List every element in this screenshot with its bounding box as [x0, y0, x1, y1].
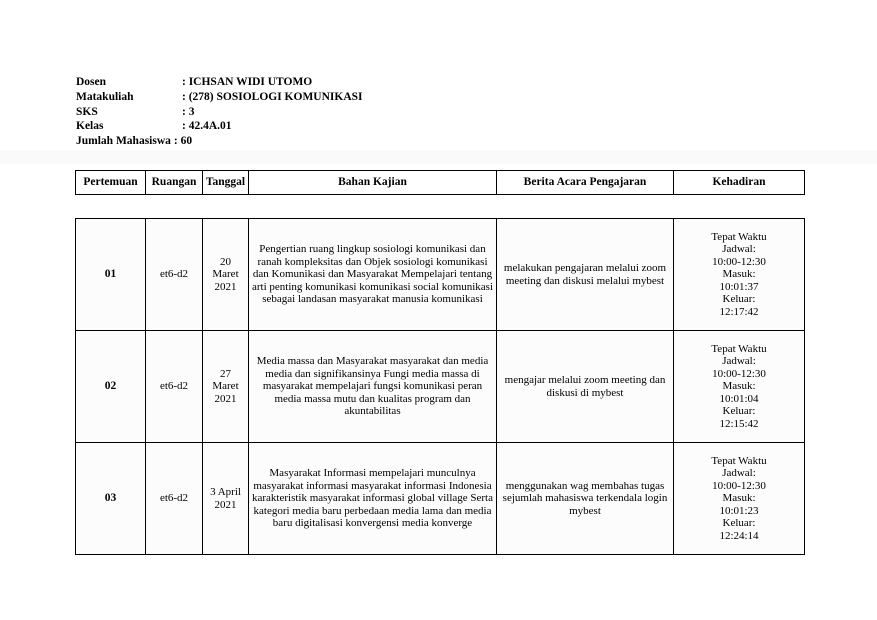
jadwal-label: Jadwal:	[722, 355, 756, 368]
tanggal-day: 27	[220, 367, 231, 380]
matakuliah-value: : (278) SOSIOLOGI KOMUNIKASI	[182, 90, 363, 103]
table-row	[76, 443, 805, 555]
jumlah-label: Jumlah Mahasiswa	[76, 135, 171, 148]
keluar-value: 12:24:14	[719, 529, 759, 542]
jadwal-value: 10:00-12:30	[712, 255, 766, 268]
bahan-kajian-cell: Pengertian ruang lingkup sosiologi komunikasi dan ranah kompleksitas dan Objek sosiologi komunikasi dan Komunikasi dan Masyarakat Mempelajari tentang arti penting komunikasi komunikasi social komunikasi sebagai landasan masyarakat manusia komunikasi	[249, 219, 497, 331]
berita-acara-cell: melakukan pengajaran melalui zoom meeting dan diskusi melalui mybest	[497, 219, 674, 331]
tanggal-month: Maret	[212, 268, 239, 281]
tanggal-year: 2021	[214, 498, 237, 511]
sks-value: : 3	[182, 105, 195, 118]
jadwal-value: 10:00-12:30	[712, 479, 766, 492]
tanggal-year: 2021	[214, 392, 237, 405]
tanggal-cell	[203, 331, 249, 443]
ruangan-cell: et6-d2	[146, 219, 203, 331]
col-tanggal: Tanggal	[203, 171, 249, 195]
col-ruangan: Ruangan	[146, 171, 203, 195]
col-bahan-kajian: Bahan Kajian	[249, 171, 497, 195]
info-row-dosen	[76, 75, 363, 90]
tanggal-year: 2021	[214, 280, 237, 293]
info-row-matakuliah	[76, 90, 363, 105]
kehadiran-cell	[674, 443, 805, 555]
berita-acara-cell: mengajar melalui zoom meeting dan diskusi di mybest	[497, 331, 674, 443]
kelas-label: Kelas	[76, 120, 104, 133]
tanggal-day: 20	[220, 255, 231, 268]
tanggal-day-month: 3 April	[210, 486, 241, 499]
pertemuan-cell: 01	[76, 219, 146, 331]
jadwal-value: 10:00-12:30	[712, 367, 766, 380]
kehadiran-status: Tepat Waktu	[711, 231, 767, 244]
dosen-value: : ICHSAN WIDI UTOMO	[182, 76, 313, 88]
jadwal-label: Jadwal:	[722, 467, 756, 480]
kehadiran-status: Tepat Waktu	[711, 455, 767, 468]
matakuliah-label: Matakuliah	[76, 90, 134, 103]
masuk-label: Masuk:	[722, 380, 756, 393]
kehadiran-status: Tepat Waktu	[711, 343, 767, 356]
col-berita-acara: Berita Acara Pengajaran	[497, 171, 674, 195]
tanggal-cell	[203, 443, 249, 555]
keluar-label: Keluar:	[722, 293, 756, 306]
jumlah-value: : 60	[173, 135, 193, 148]
col-pertemuan: Pertemuan	[76, 171, 146, 195]
masuk-value: 10:01:04	[719, 392, 759, 405]
pertemuan-cell: 02	[76, 331, 146, 443]
kehadiran-cell	[674, 331, 805, 443]
meetings-table	[75, 170, 805, 555]
info-row-jumlah	[76, 134, 363, 149]
tanggal-cell	[203, 219, 249, 331]
course-info	[76, 75, 363, 149]
masuk-value: 10:01:23	[719, 504, 759, 517]
header-band	[0, 150, 877, 164]
bahan-kajian-cell: Masyarakat Informasi mempelajari munculnya masyarakat informasi masyarakat informasi Indonesia karakteristik masyarakat informasi global village Serta kategori media baru perbedaan media lama dan media baru digitalisasi konvergensi media konverge	[249, 443, 497, 555]
table-header-row	[76, 171, 805, 195]
jadwal-label: Jadwal:	[722, 243, 756, 256]
ruangan-cell: et6-d2	[146, 443, 203, 555]
kelas-value: : 42.4A.01	[182, 120, 232, 133]
table-row	[76, 331, 805, 443]
berita-acara-cell: menggunakan wag membahas tugas sejumlah mahasiswa terkendala login mybest	[497, 443, 674, 555]
masuk-value: 10:01:37	[719, 280, 759, 293]
keluar-value: 12:15:42	[719, 417, 759, 430]
masuk-label: Masuk:	[722, 268, 756, 281]
kehadiran-cell	[674, 219, 805, 331]
keluar-value: 12:17:42	[719, 305, 759, 318]
info-row-sks	[76, 105, 363, 120]
bahan-kajian-cell: Media massa dan Masyarakat masyarakat dan media media dan signifikansinya Fungi media massa di masyarakat mempelajari fungsi komunikasi peran media massa mutu dan kualitas program dan akuntabilitas	[249, 331, 497, 443]
info-row-kelas	[76, 119, 363, 134]
keluar-label: Keluar:	[722, 405, 756, 418]
dosen-label: Dosen	[76, 76, 107, 88]
tanggal-month: Maret	[212, 380, 239, 393]
keluar-label: Keluar:	[722, 517, 756, 530]
col-kehadiran: Kehadiran	[674, 171, 805, 195]
pertemuan-cell: 03	[76, 443, 146, 555]
sks-label: SKS	[76, 105, 98, 118]
table-row	[76, 219, 805, 331]
ruangan-cell: et6-d2	[146, 331, 203, 443]
masuk-label: Masuk:	[722, 492, 756, 505]
